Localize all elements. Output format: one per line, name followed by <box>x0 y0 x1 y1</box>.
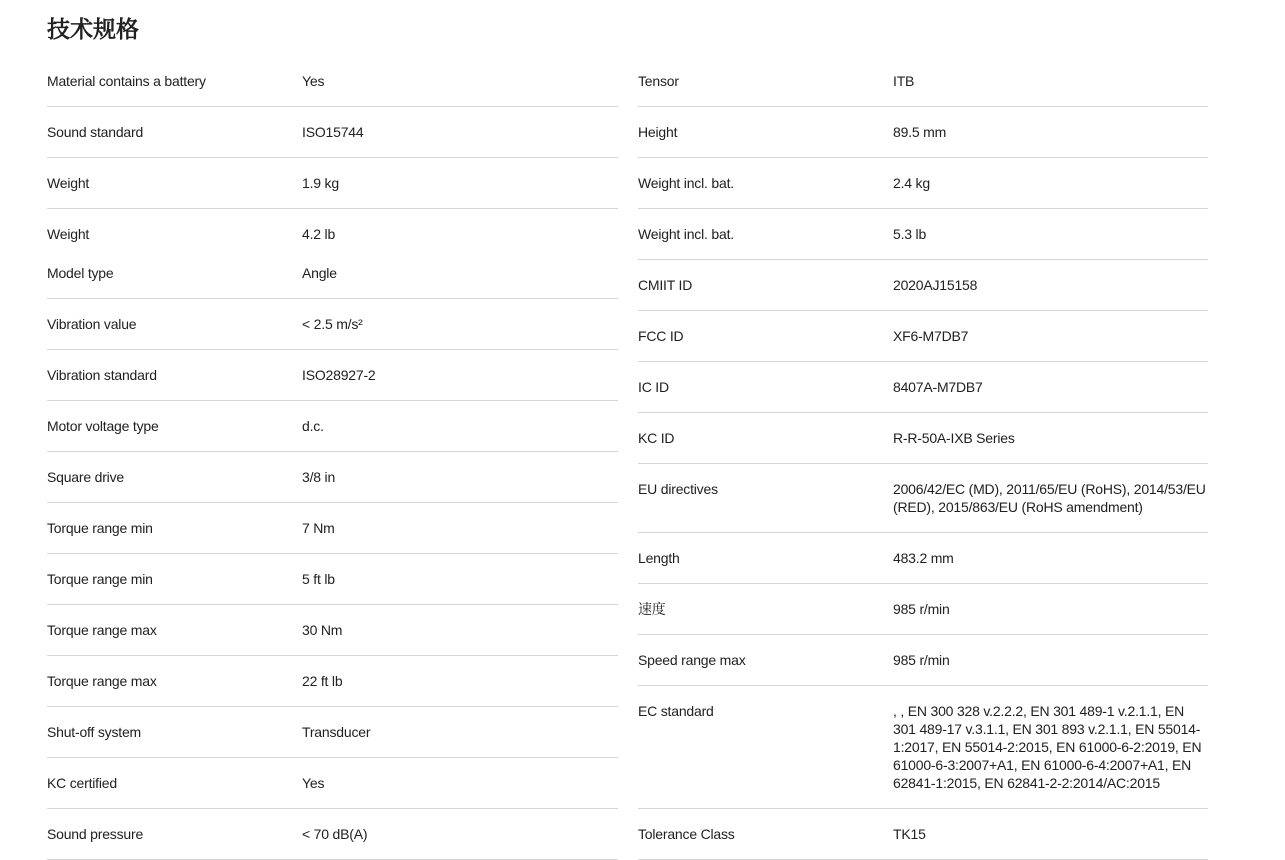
spec-value: 985 r/min <box>893 652 950 668</box>
spec-label: Weight incl. bat. <box>638 175 734 191</box>
spec-value: d.c. <box>302 418 324 434</box>
spec-value: 985 r/min <box>893 601 950 617</box>
spec-value: ISO28927-2 <box>302 367 376 383</box>
spec-label: EU directives <box>638 481 718 497</box>
spec-label: Sound pressure <box>47 826 144 842</box>
spec-row <box>638 209 1208 260</box>
spec-label: Height <box>638 124 678 140</box>
spec-label: Weight <box>47 175 90 191</box>
spec-value: 1.9 kg <box>302 175 339 191</box>
spec-value: 4.2 lb <box>302 226 336 242</box>
spec-label: Torque range max <box>47 622 157 638</box>
spec-label: Material contains a battery <box>47 73 206 89</box>
spec-row <box>47 158 618 209</box>
spec-label: Speed range max <box>638 652 746 668</box>
spec-row <box>47 248 618 299</box>
spec-row <box>47 707 618 758</box>
spec-row <box>47 656 618 707</box>
spec-label: Tolerance Class <box>638 826 735 842</box>
spec-value: ISO15744 <box>302 124 364 140</box>
spec-row <box>47 350 618 401</box>
spec-value: 2006/42/EC (MD), 2011/65/EU (RoHS), 2014/53/EU (RED), 2015/863/EU (RoHS amendment) <box>893 481 1206 515</box>
spec-label: Tensor <box>638 73 679 89</box>
spec-value: ITB <box>893 73 915 89</box>
spec-label: 速度 <box>638 601 666 617</box>
spec-label: Torque range min <box>47 571 153 587</box>
spec-label: EC standard <box>638 703 714 719</box>
spec-row <box>47 209 618 248</box>
spec-value: R-R-50A-IXB Series <box>893 430 1015 446</box>
spec-value: , , EN 300 328 v.2.2.2, EN 301 489-1 v.2.1.1, EN 301 489-17 v.3.1.1, EN 301 893 v.2.1.1, EN 55014-1:2017, EN 55014-2:2015, EN 61000-6-2:2019, EN 61000-6-3:2007+A1, EN 61000-6-4:2007+A1, EN 62841-1:2015, EN 62841-2-2:2014/AC:2015 <box>893 703 1202 791</box>
spec-label: Vibration value <box>47 316 137 332</box>
spec-value: TK15 <box>893 826 926 842</box>
spec-row <box>638 686 1208 809</box>
spec-row <box>47 452 618 503</box>
spec-row <box>47 605 618 656</box>
spec-row <box>638 311 1208 362</box>
spec-label: IC ID <box>638 379 669 395</box>
spec-label: Square drive <box>47 469 124 485</box>
spec-row <box>638 362 1208 413</box>
spec-value: 5 ft lb <box>302 571 335 587</box>
spec-label: CMIIT ID <box>638 277 693 293</box>
spec-value: Yes <box>302 775 325 791</box>
spec-label: Torque range min <box>47 520 153 536</box>
spec-label: Shut-off system <box>47 724 142 740</box>
spec-value: 5.3 lb <box>893 226 927 242</box>
spec-row <box>47 107 618 158</box>
spec-label: Vibration standard <box>47 367 157 383</box>
spec-row <box>638 533 1208 584</box>
spec-row <box>638 809 1208 860</box>
spec-label: Weight incl. bat. <box>638 226 734 242</box>
spec-row <box>47 758 618 809</box>
spec-value: Transducer <box>302 724 371 740</box>
spec-row <box>47 56 618 107</box>
spec-row <box>47 299 618 350</box>
spec-row <box>638 635 1208 686</box>
spec-row <box>638 158 1208 209</box>
spec-row <box>638 464 1208 533</box>
spec-column-right <box>638 56 1208 860</box>
spec-label: Torque range max <box>47 673 157 689</box>
spec-value: 30 Nm <box>302 622 343 638</box>
spec-value: 2.4 kg <box>893 175 930 191</box>
spec-value: 7 Nm <box>302 520 335 536</box>
spec-value: Yes <box>302 73 325 89</box>
spec-row <box>638 56 1208 107</box>
spec-row <box>47 503 618 554</box>
spec-row <box>638 584 1208 635</box>
spec-row <box>47 554 618 605</box>
spec-value: 3/8 in <box>302 469 336 485</box>
spec-row <box>47 401 618 452</box>
spec-label: Motor voltage type <box>47 418 159 434</box>
spec-value: 22 ft lb <box>302 673 343 689</box>
spec-row <box>638 413 1208 464</box>
spec-value: XF6-M7DB7 <box>893 328 969 344</box>
spec-row <box>47 809 618 860</box>
page-title: 技术规格 <box>47 16 139 42</box>
spec-label: Sound standard <box>47 124 144 140</box>
spec-label: KC ID <box>638 430 675 446</box>
spec-label: Model type <box>47 265 114 281</box>
spec-label: KC certified <box>47 775 117 791</box>
spec-value: < 2.5 m/s² <box>302 316 363 332</box>
spec-column-left <box>47 56 618 860</box>
spec-value: 2020AJ15158 <box>893 277 978 293</box>
spec-row <box>638 260 1208 311</box>
spec-value: < 70 dB(A) <box>302 826 368 842</box>
spec-label: Length <box>638 550 680 566</box>
spec-value: 8407A-M7DB7 <box>893 379 983 395</box>
spec-label: Weight <box>47 226 90 242</box>
spec-value: 483.2 mm <box>893 550 954 566</box>
spec-row <box>638 107 1208 158</box>
spec-value: Angle <box>302 265 337 281</box>
spec-columns <box>47 56 1285 860</box>
spec-value: 89.5 mm <box>893 124 947 140</box>
spec-label: FCC ID <box>638 328 684 344</box>
